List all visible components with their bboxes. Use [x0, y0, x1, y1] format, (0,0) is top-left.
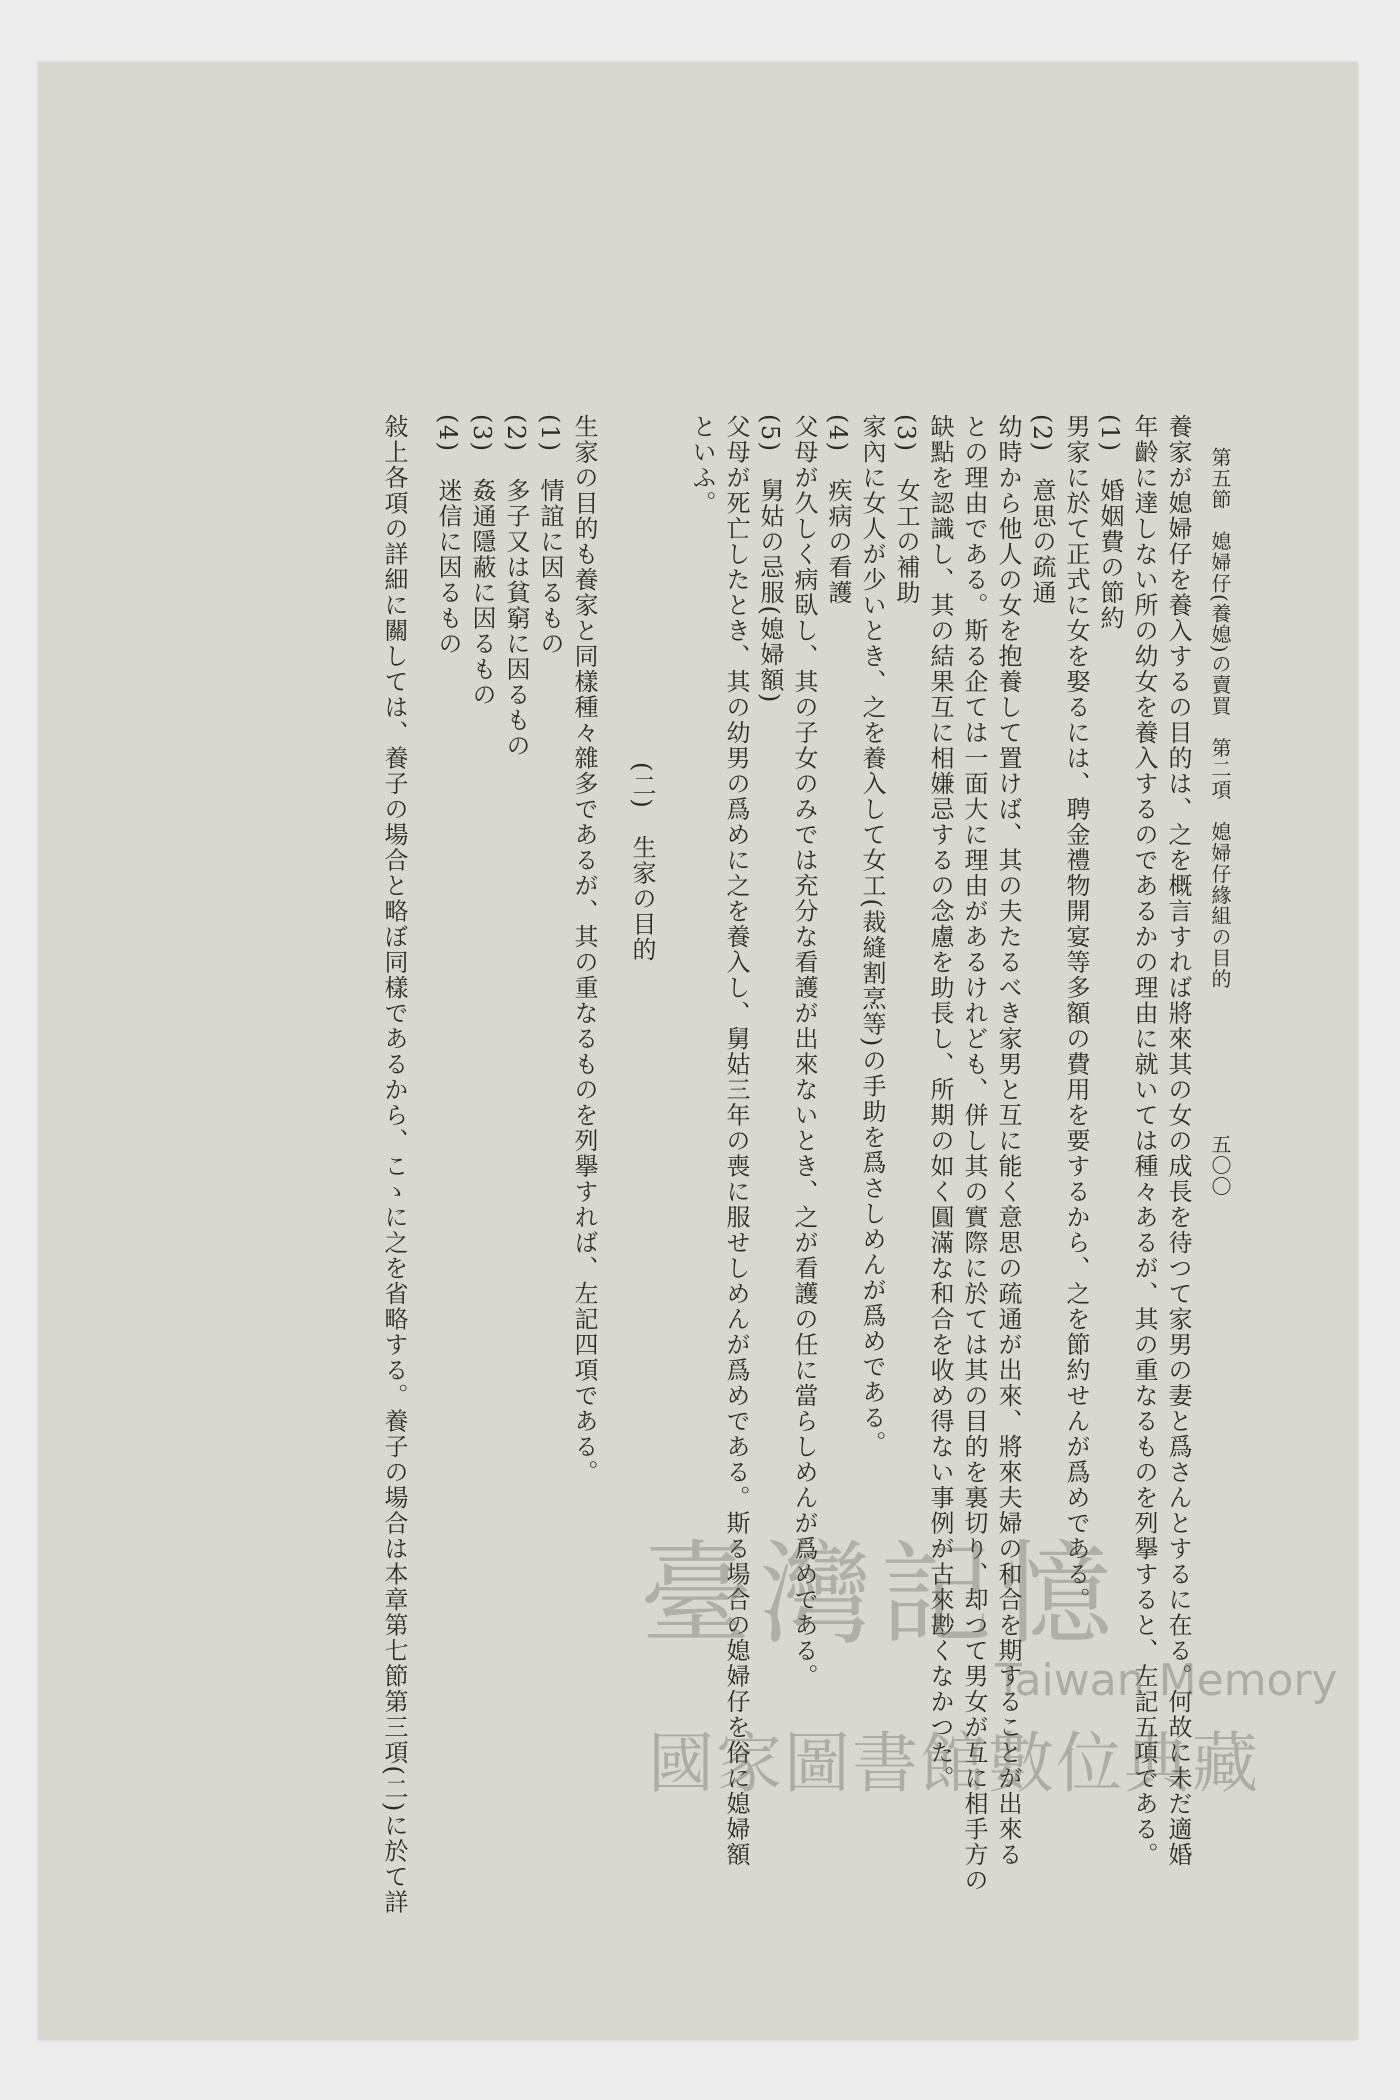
- text-line: といふ。: [688, 414, 716, 516]
- item-heading: (2) 意思の疏通: [1028, 414, 1056, 606]
- text-line: 缺點を認識し、其の結果互に相嫌忌するの念慮を助長し、所期の如く圓滿な和合を收め得ない事例が古來尠くなかつた。: [926, 414, 954, 1791]
- watermark-english: Taiwan Memory: [995, 1655, 1338, 1706]
- list-item: (4) 迷信に因るもの: [434, 414, 462, 657]
- item-heading: (3) 女工の補助: [892, 414, 920, 606]
- item-heading: (1) 婚姻費の節約: [1096, 414, 1124, 631]
- text-line: 養家が媳婦仔を養入するの目的は、之を概言すれば將來其の女の成長を待つて家男の妻と爲さんとするに在る。何故に未だ適婚: [1164, 414, 1192, 1868]
- section-heading: (二) 生家の目的: [628, 762, 656, 963]
- watermark-taiwan-memory: 臺灣記憶: [640, 1530, 1120, 1660]
- list-item: (2) 多子又は貧窮に因るもの: [502, 414, 530, 759]
- text-line: 年齡に達しない所の幼女を養入するのであるかの理由に就いては種々あるが、其の重なるものを列擧すると、左記五項である。: [1130, 414, 1158, 1868]
- text-line: 家內に女人が少いとき、之を養入して女工(裁縫割烹等)の手助を爲さしめんが爲めである。: [858, 414, 886, 1456]
- text-line: 生家の目的も養家と同樣種々雜多であるが、其の重なるものを列擧すれば、左記四項である。: [570, 414, 598, 1485]
- text-line: 幼時から他人の女を抱養して置けば、其の夫たるべき家男と互に能く意思の疏通が出來、將來夫婦の和合を期することが出來る: [994, 414, 1022, 1868]
- watermark-institution: 國家圖書館數位典藏: [648, 1725, 1260, 1802]
- list-item: (3) 姦通隱蔽に因るもの: [468, 414, 496, 708]
- text-line: 父母が久しく病臥し、其の子女のみでは充分な看護が出來ないとき、之が看護の任に當らしめんが爲めである。: [790, 414, 818, 1689]
- text-line: との理由である。斯る企ては一面大に理由があるけれども、併し其の實際に於ては其の目的を裏切り、却つて男女が互に相手方の: [960, 414, 988, 1893]
- text-line: 男家に於て正式に女を娶るには、聘金禮物開宴等多額の費用を要するから、之を節約せんが爲めである。: [1062, 414, 1090, 1613]
- page-number: 五〇〇: [1208, 1134, 1232, 1197]
- running-title: 第五節 媳婦仔(養媳)の賣買 第二項 媳婦仔緣組の目的: [1208, 447, 1232, 990]
- item-heading: (5) 舅姑の忌服(媳婦額): [756, 414, 784, 704]
- text-line: 敍上各項の詳細に關しては、養子の場合と略ぼ同樣であるから、こゝに之を省略する。養子の場合は本章第七節第三項(二)に於て詳: [380, 414, 408, 1915]
- text-line: 父母が死亡したとき、其の幼男の爲めに之を養入し、舅姑三年の喪に服せしめんが爲めである。斯る場合の媳婦仔を俗に媳婦額: [722, 414, 750, 1868]
- item-heading: (4) 疾病の看護: [824, 414, 852, 606]
- list-item: (1) 情誼に因るもの: [536, 414, 564, 657]
